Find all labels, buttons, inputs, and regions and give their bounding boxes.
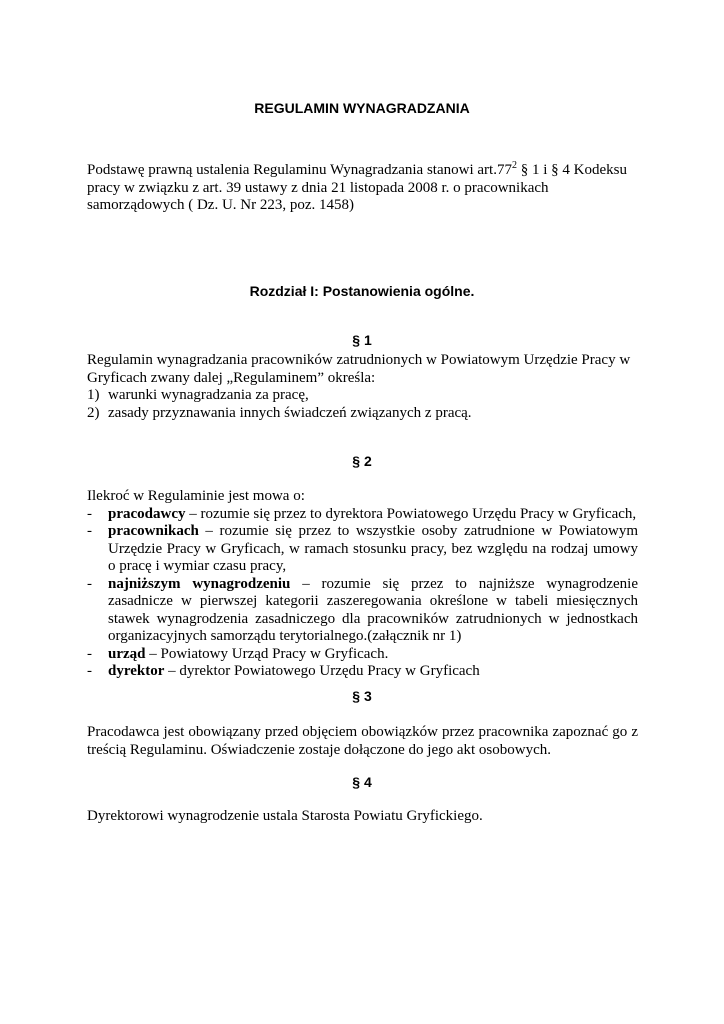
section-1-heading: § 1 xyxy=(352,332,372,348)
legal-basis-text-start: Podstawę prawną ustalenia Regulaminu Wynagradzania stanowi art.77 xyxy=(87,162,512,178)
definition-dash: - xyxy=(87,575,92,592)
definition-text: – rozumie się przez to najniższe wynagrodzenie zasadnicze w pierwszej kategorii zaszeregowania określone w tabeli miesięcznych stawek wynagrodzenia zasadniczego dla pracowników zatrudnionych w jednostkach organizacyjnych samorządu terytorialnego.(załącznik nr 1) xyxy=(108,575,638,644)
definition-item xyxy=(87,576,638,646)
section-4-text: Dyrektorowi wynagrodzenie ustala Starosta Powiatu Gryfickiego. xyxy=(87,808,483,824)
definition-term: pracodawcy xyxy=(108,505,186,522)
definition-dash: - xyxy=(87,663,92,679)
list-item xyxy=(87,387,638,405)
list-item-text: warunki wynagradzania za pracę, xyxy=(108,387,309,403)
document-title: REGULAMIN WYNAGRADZANIA xyxy=(254,100,470,116)
definition-term: najniższym wynagrodzeniu xyxy=(108,575,291,592)
article-superscript: 2 xyxy=(511,160,517,171)
definition-dash: - xyxy=(87,505,92,522)
definition-item xyxy=(87,506,638,524)
definition-text: – Powiatowy Urząd Pracy w Gryficach. xyxy=(145,645,389,662)
definition-text: – dyrektor Powiatowego Urzędu Pracy w Gryficach xyxy=(164,663,480,679)
definition-text: – rozumie się przez to wszystkie osoby zatrudnione w Powiatowym Urzędzie Pracy w Gryficach, w ramach stosunku pracy, bez względu na rodzaj umowy o pracę i wymiar czasu pracy, xyxy=(108,523,638,574)
definition-term: urząd xyxy=(108,645,146,662)
list-item xyxy=(87,405,638,423)
definition-text: – rozumie się przez to dyrektora Powiatowego Urzędu Pracy w Gryficach, xyxy=(185,505,637,522)
list-item-number: 1) xyxy=(87,387,100,403)
definition-item xyxy=(87,646,638,664)
section-1-body xyxy=(87,352,638,422)
section-2-body xyxy=(87,488,638,681)
section-2-heading: § 2 xyxy=(352,453,372,469)
list-item-text: zasady przyznawania innych świadczeń związanych z pracą. xyxy=(108,404,472,421)
list-item-number: 2) xyxy=(87,404,100,421)
section-3-text: Pracodawca jest obowiązany przed objęciem obowiązków przez pracownika zapoznać go z treścią Regulaminu. Oświadczenie zostaje dołączone do jego akt osobowych. xyxy=(87,724,638,758)
definition-dash: - xyxy=(87,523,92,539)
definition-item xyxy=(87,523,638,576)
definition-term: pracownikach xyxy=(108,523,199,539)
legal-basis-paragraph xyxy=(87,162,638,215)
definition-item xyxy=(87,663,638,681)
chapter-title: Rozdział I: Postanowienia ogólne. xyxy=(249,283,475,299)
section-3-heading: § 3 xyxy=(352,688,372,704)
definition-term: dyrektor xyxy=(108,663,165,679)
section-1-intro: Regulamin wynagradzania pracowników zatrudnionych w Powiatowym Urzędzie Pracy w Gryficach zwany dalej „Regulaminem” określa: xyxy=(87,352,631,386)
section-4-heading: § 4 xyxy=(352,774,372,790)
legal-basis-text-end: § 1 i § 4 Kodeksu pracy w związku z art. 39 ustawy z dnia 21 listopada 2008 r. o pracownikach samorządowych ( Dz. U. Nr 223, poz. 1458) xyxy=(87,162,627,213)
section-1-list xyxy=(87,387,638,422)
definitions-list xyxy=(87,506,638,681)
section-2-intro: Ilekroć w Regulaminie jest mowa o: xyxy=(87,488,305,504)
definition-dash: - xyxy=(87,645,92,662)
